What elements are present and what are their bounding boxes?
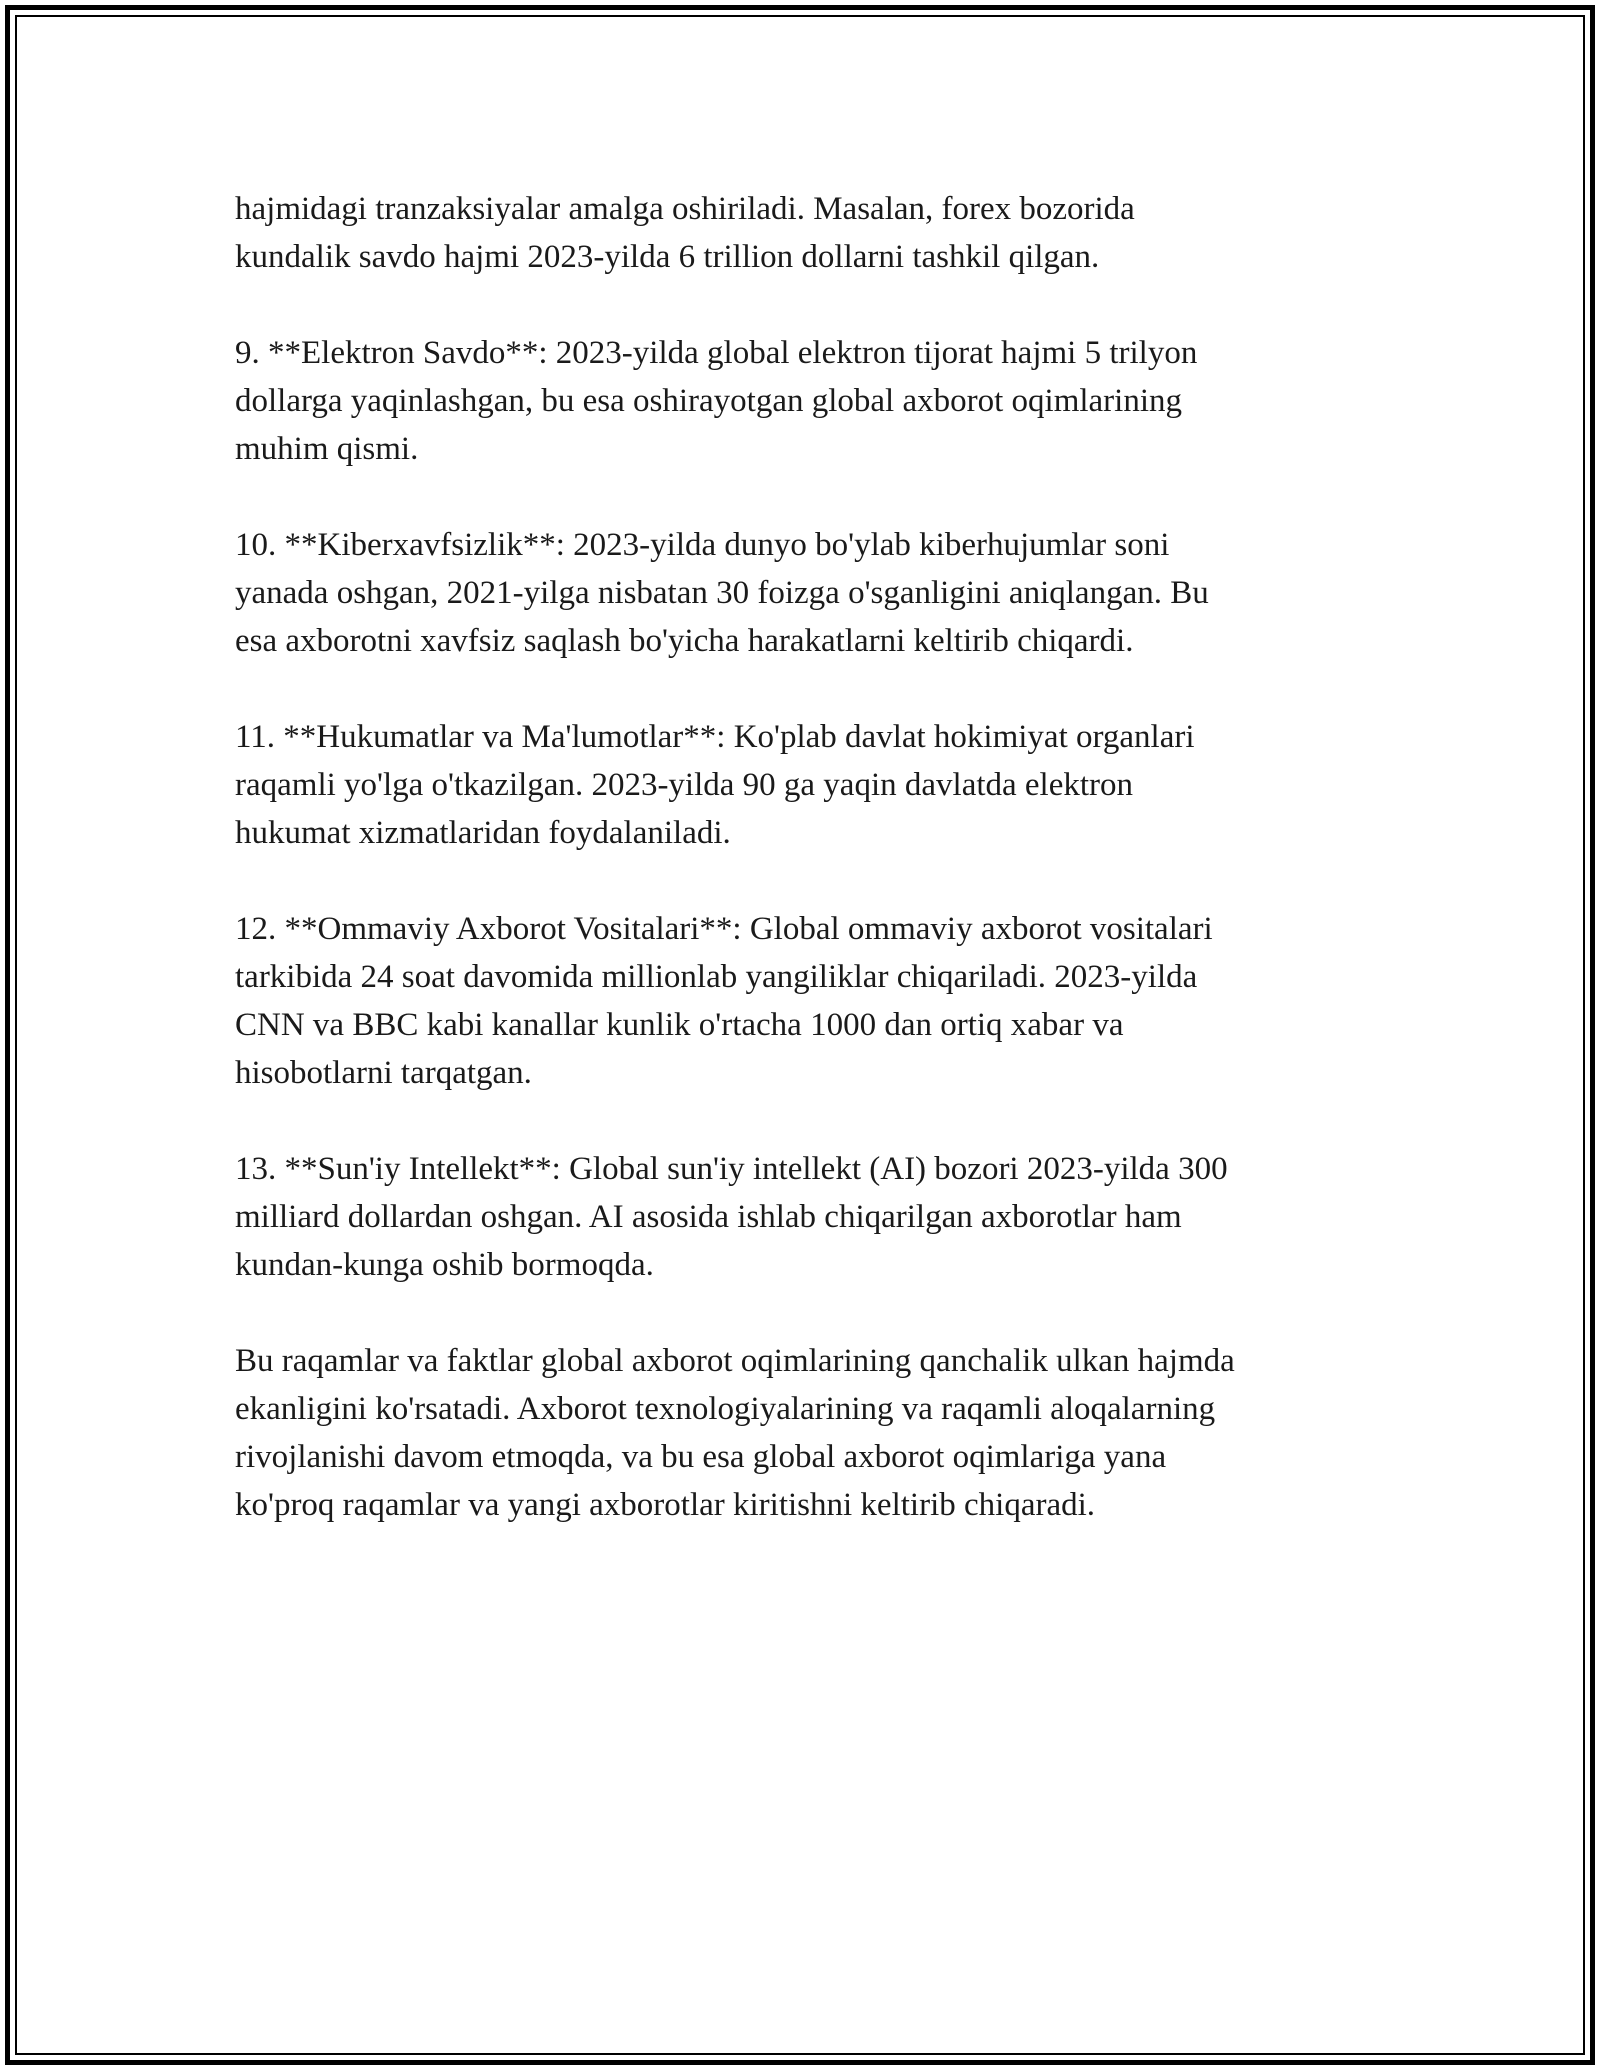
text-line: 10. **Kiberxavfsizlik**: 2023-yilda dunyo bo'ylab kiberhujumlar soni — [235, 527, 1170, 563]
paragraph-kiberxavfsizlik — [235, 521, 1385, 665]
text-line: ko'proq raqamlar va yangi axborotlar kiritishni keltirib chiqaradi. — [235, 1487, 1096, 1523]
text-line: kundalik savdo hajmi 2023-yilda 6 trillion dollarni tashkil qilgan. — [235, 239, 1100, 275]
text-line: Bu raqamlar va faktlar global axborot oqimlarining qanchalik ulkan hajmda — [235, 1343, 1235, 1379]
text-line: hukumat xizmatlaridan foydalaniladi. — [235, 815, 731, 851]
text-line: hisobotlarni tarqatgan. — [235, 1055, 532, 1091]
paragraph-suniy-intellekt — [235, 1145, 1385, 1289]
paragraph-forex — [235, 185, 1385, 281]
text-line: 12. **Ommaviy Axborot Vositalari**: Global ommaviy axborot vositalari — [235, 911, 1213, 947]
text-line: kundan-kunga oshib bormoqda. — [235, 1247, 654, 1283]
text-line: ekanligini ko'rsatadi. Axborot texnologiyalarining va raqamli aloqalarning — [235, 1391, 1216, 1427]
text-line: CNN va BBC kabi kanallar kunlik o'rtacha 1000 dan ortiq xabar va — [235, 1007, 1124, 1043]
paragraph-hukumatlar — [235, 713, 1385, 857]
text-line: yanada oshgan, 2021-yilga nisbatan 30 foizga o'sganligini aniqlangan. Bu — [235, 575, 1209, 611]
paragraph-conclusion — [235, 1337, 1385, 1529]
text-line: tarkibida 24 soat davomida millionlab yangiliklar chiqariladi. 2023-yilda — [235, 959, 1198, 995]
text-line: rivojlanishi davom etmoqda, va bu esa global axborot oqimlariga yana — [235, 1439, 1167, 1475]
paragraph-elektron-savdo — [235, 329, 1385, 473]
text-line: 13. **Sun'iy Intellekt**: Global sun'iy intellekt (AI) bozori 2023-yilda 300 — [235, 1151, 1228, 1187]
paragraph-ommaviy-axborot — [235, 905, 1385, 1097]
text-line: 9. **Elektron Savdo**: 2023-yilda global elektron tijorat hajmi 5 trilyon — [235, 335, 1198, 371]
text-line: hajmidagi tranzaksiyalar amalga oshiriladi. Masalan, forex bozorida — [235, 191, 1135, 227]
text-line: dollarga yaqinlashgan, bu esa oshirayotgan global axborot oqimlarining — [235, 383, 1183, 419]
text-line: raqamli yo'lga o'tkazilgan. 2023-yilda 90 ga yaqin davlatda elektron — [235, 767, 1134, 803]
text-line: 11. **Hukumatlar va Ma'lumotlar**: Ko'plab davlat hokimiyat organlari — [235, 719, 1195, 755]
document-body — [235, 185, 1385, 1577]
text-line: milliard dollardan oshgan. AI asosida ishlab chiqarilgan axborotlar ham — [235, 1199, 1182, 1235]
text-line: muhim qismi. — [235, 431, 419, 467]
text-line: esa axborotni xavfsiz saqlash bo'yicha harakatlarni keltirib chiqardi. — [235, 623, 1134, 659]
